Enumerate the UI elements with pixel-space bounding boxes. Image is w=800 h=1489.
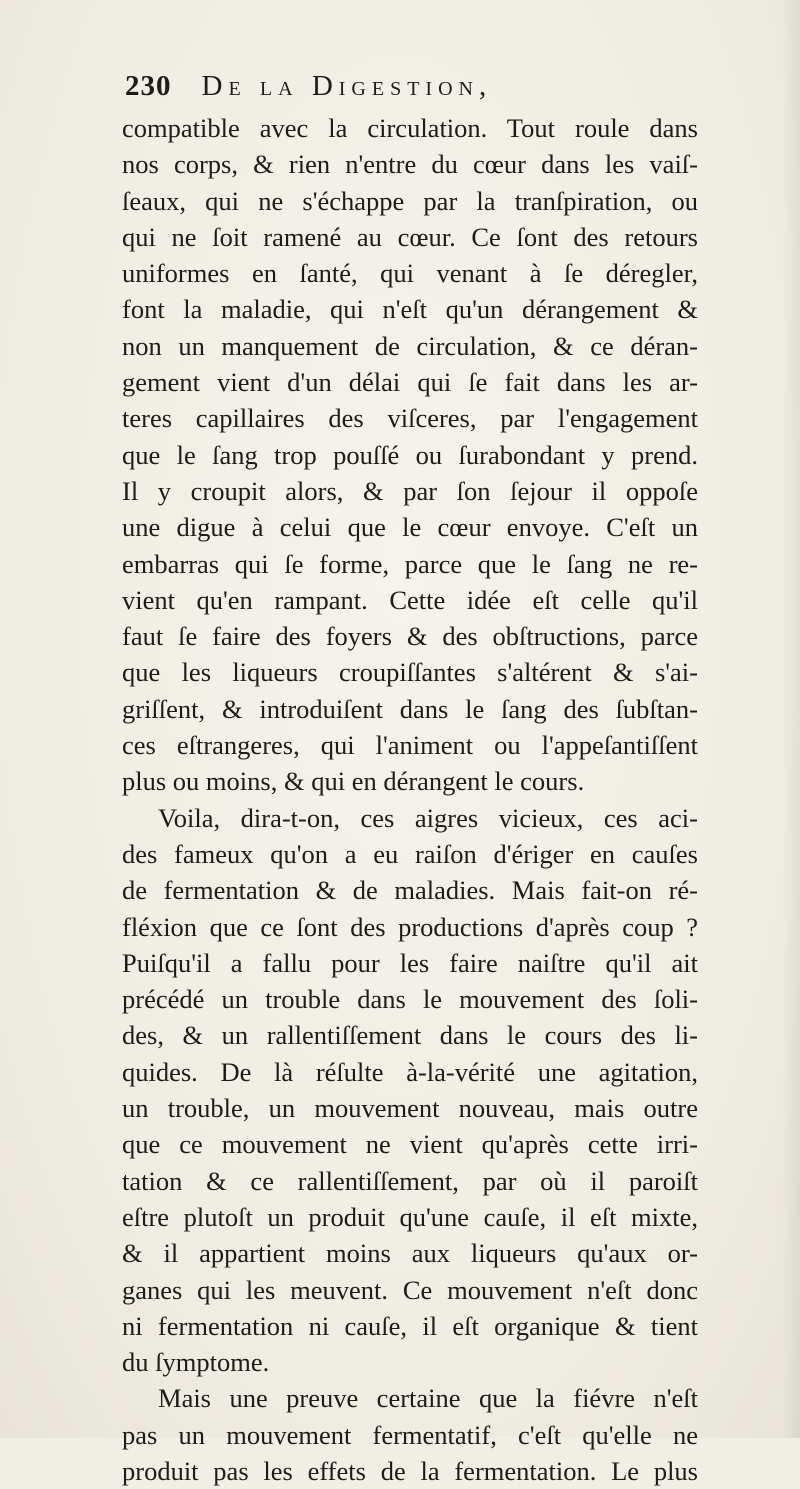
page-number: 230 bbox=[125, 70, 172, 102]
text-line: faut ſe faire des foyers & des obſtructions, parce bbox=[122, 621, 698, 652]
text-line-paragraph-start: Voila, dira-t-on, ces aigres vicieux, ces aci- bbox=[158, 802, 698, 833]
text-line: ganes qui les meuvent. Ce mouvement n'eſt donc bbox=[122, 1274, 698, 1305]
text-line: que le ſang trop pouſſé ou ſurabondant y prend. bbox=[122, 439, 698, 470]
text-line: nos corps, & rien n'entre du cœur dans les vaiſ- bbox=[122, 149, 698, 180]
text-line: teres capillaires des viſceres, par l'engagement bbox=[122, 403, 698, 434]
text-line: précédé un trouble dans le mouvement des ſoli- bbox=[122, 984, 698, 1015]
running-title: De la Digestion, bbox=[201, 70, 493, 102]
body-text bbox=[122, 110, 698, 1489]
text-line: ſeaux, qui ne s'échappe par la tranſpiration, ou bbox=[122, 185, 698, 216]
text-line: des, & un rallentiſſement dans le cours des li- bbox=[122, 1020, 698, 1051]
text-line: & il appartient moins aux liqueurs qu'aux or- bbox=[122, 1238, 698, 1269]
text-line-paragraph-start: Mais une preuve certaine que la fiévre n'eſt bbox=[158, 1383, 698, 1414]
text-line: non un manquement de circulation, & ce déran- bbox=[122, 330, 698, 361]
text-line: une digue à celui que le cœur envoye. C'eſt un bbox=[122, 512, 698, 543]
text-line: gement vient d'un délai qui ſe fait dans les ar- bbox=[122, 367, 698, 398]
text-line: ces eſtrangeres, qui l'animent ou l'appeſantiſſent bbox=[122, 730, 698, 761]
text-line: quides. De là réſulte à-la-vérité une agitation, bbox=[122, 1056, 698, 1087]
running-head bbox=[125, 70, 685, 114]
text-line: que ce mouvement ne vient qu'après cette irri- bbox=[122, 1129, 698, 1160]
text-line: ni fermentation ni cauſe, il eſt organique & tient bbox=[122, 1310, 698, 1341]
text-line: tation & ce rallentiſſement, par où il paroiſt bbox=[122, 1165, 698, 1196]
text-line: griſſent, & introduiſent dans le ſang des ſubſtan- bbox=[122, 693, 698, 724]
text-line: que les liqueurs croupiſſantes s'altérent & s'ai- bbox=[122, 657, 698, 688]
text-line: des fameux qu'on a eu raiſon d'ériger en cauſes bbox=[122, 838, 698, 869]
text-line: Il y croupit alors, & par ſon ſejour il oppoſe bbox=[122, 475, 698, 506]
text-line: embarras qui ſe forme, parce que le ſang ne re- bbox=[122, 548, 698, 579]
text-line: un trouble, un mouvement nouveau, mais outre bbox=[122, 1093, 698, 1124]
text-line: eſtre plutoſt un produit qu'une cauſe, il eſt mixte, bbox=[122, 1201, 698, 1232]
text-line: font la maladie, qui n'eſt qu'un dérangement & bbox=[122, 294, 698, 325]
text-line: du ſymptome. bbox=[122, 1347, 270, 1378]
text-line: fléxion que ce ſont des productions d'après coup ? bbox=[122, 911, 698, 942]
text-line: pas un mouvement fermentatif, c'eſt qu'elle ne bbox=[122, 1419, 698, 1450]
text-line: produit pas les effets de la fermentation. Le plus bbox=[122, 1455, 698, 1486]
text-line: vient qu'en rampant. Cette idée eſt celle qu'il bbox=[122, 584, 698, 615]
text-line: plus ou moins, & qui en dérangent le cours. bbox=[122, 766, 585, 797]
text-line: uniformes en ſanté, qui venant à ſe déregler, bbox=[122, 258, 698, 289]
text-line: compatible avec la circulation. Tout roule dans bbox=[122, 113, 698, 143]
page-edge-shadow bbox=[782, 0, 800, 1438]
text-line: de fermentation & de maladies. Mais fait-on ré- bbox=[122, 875, 698, 906]
text-line: qui ne ſoit ramené au cœur. Ce ſont des retours bbox=[122, 221, 698, 252]
text-line: Puiſqu'il a fallu pour les faire naiſtre qu'il ait bbox=[122, 947, 698, 978]
